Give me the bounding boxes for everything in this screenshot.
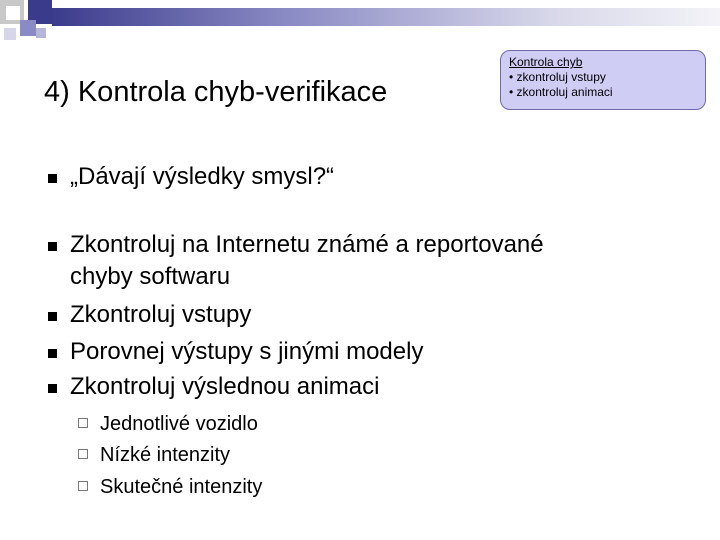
square-bullet-icon	[48, 174, 57, 183]
callout-heading: Kontrola chyb	[509, 55, 583, 69]
callout-item: • zkontroluj animaci	[509, 85, 613, 99]
header-decoration	[0, 0, 720, 48]
deco-square	[4, 28, 16, 40]
slide-title: 4) Kontrola chyb-verifikace	[44, 76, 388, 108]
square-bullet-icon	[48, 384, 57, 393]
deco-square	[20, 20, 36, 36]
checkbox-bullet-icon	[78, 449, 88, 459]
callout-item: • zkontroluj vstupy	[509, 70, 606, 84]
checkbox-bullet-icon	[78, 481, 88, 491]
deco-square	[6, 6, 20, 20]
header-bar	[52, 8, 720, 26]
square-bullet-icon	[48, 349, 57, 358]
checkbox-bullet-icon	[78, 418, 88, 428]
callout-box	[500, 50, 706, 110]
deco-square	[36, 28, 46, 38]
square-bullet-icon	[48, 242, 57, 251]
square-bullet-icon	[48, 312, 57, 321]
